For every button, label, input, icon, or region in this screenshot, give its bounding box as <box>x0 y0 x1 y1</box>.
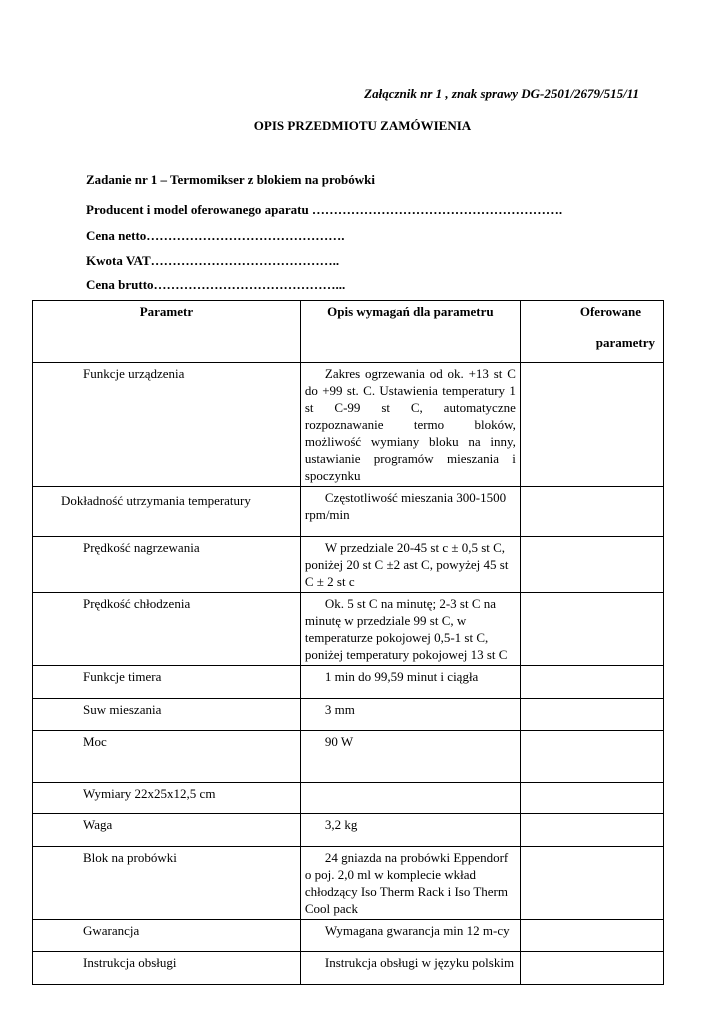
row-param-text: Dokładność utrzymania temperatury <box>61 493 251 508</box>
row-param: Moc <box>33 731 301 783</box>
header-offered-line2: parametry <box>595 335 655 350</box>
row-desc <box>300 847 520 920</box>
row-desc-text: Instrukcja obsługi w języku polskim <box>324 955 515 970</box>
table-row <box>33 731 664 783</box>
annex-reference: Załącznik nr 1 , znak sprawy DG-2501/2679/515/11 <box>364 86 639 101</box>
producer-field: Producent i model oferowanego aparatu …………………………………………………. <box>86 202 563 217</box>
row-offered <box>520 847 663 920</box>
table-row <box>33 537 664 593</box>
document-title: OPIS PRZEDMIOTU ZAMÓWIENIA <box>253 118 472 133</box>
row-desc-text: 1 min do 99,59 minut i ciągła <box>324 669 479 684</box>
row-desc <box>300 487 520 537</box>
row-desc-text: Częstotliwość mieszania 300-1500 rpm/min <box>304 490 507 522</box>
row-param: Funkcje timera <box>33 666 301 699</box>
header-param: Parametr <box>33 301 301 363</box>
row-param <box>33 487 301 537</box>
row-param: Prędkość chłodzenia <box>33 593 301 666</box>
row-param: Instrukcja obsługi <box>33 952 301 985</box>
table-row <box>33 666 664 699</box>
row-offered <box>520 537 663 593</box>
row-desc <box>300 952 520 985</box>
row-desc <box>300 699 520 731</box>
row-param: Prędkość nagrzewania <box>33 537 301 593</box>
row-param: Blok na probówki <box>33 847 301 920</box>
row-offered <box>520 487 663 537</box>
row-offered <box>520 952 663 985</box>
header-offered <box>520 301 663 363</box>
row-offered <box>520 731 663 783</box>
row-desc <box>300 783 520 814</box>
table-row <box>33 699 664 731</box>
header-offered-line1: Oferowane <box>579 304 641 319</box>
row-offered <box>520 363 663 487</box>
row-param: Wymiary 22x25x12,5 cm <box>33 783 301 814</box>
task-heading: Zadanie nr 1 – Termomikser z blokiem na probówki <box>86 172 375 187</box>
table-row <box>33 487 664 537</box>
row-param: Gwarancja <box>33 920 301 952</box>
row-desc-text: W przedziale 20-45 st c ± 0,5 st C, poniżej 20 st C ±2 ast C, powyżej 45 st C ± 2 st c <box>304 540 509 589</box>
table-row <box>33 847 664 920</box>
row-offered <box>520 920 663 952</box>
row-desc-text: 24 gniazda na probówki Eppendorf o poj. 2,0 ml w komplecie wkład chłodzący Iso Therm Rack i Iso Therm Cool pack <box>304 850 509 916</box>
row-desc <box>300 593 520 666</box>
row-desc-text: 3 mm <box>324 702 355 717</box>
row-desc-text: Wymagana gwarancja min 12 m-cy <box>324 923 510 938</box>
row-offered <box>520 666 663 699</box>
row-desc <box>300 731 520 783</box>
net-price-field: Cena netto………………………………………. <box>86 228 345 243</box>
table-header-row <box>33 301 664 363</box>
specification-table <box>32 300 664 985</box>
table-row <box>33 363 664 487</box>
row-desc-text: 90 W <box>324 734 354 749</box>
row-offered <box>520 814 663 847</box>
table-row <box>33 593 664 666</box>
vat-field: Kwota VAT…………………………………….. <box>86 253 340 268</box>
row-param: Waga <box>33 814 301 847</box>
row-desc-text: Ok. 5 st C na minutę; 2-3 st C na minutę w przedziale 99 st C, w temperaturze pokojowej 0,5-1 st C, poniżej temperatury pokojowej 13 st C <box>304 596 508 662</box>
row-desc-text: 3,2 kg <box>324 817 358 832</box>
row-desc-text: Zakres ogrzewania od ok. +13 st C do +99 st. C. Ustawienia temperatury 1 st C-99 st C, automatyczne rozpoznawanie termo bloków, możliwość wymiany bloku na inny, ustawianie programów mieszania i spoczynku <box>304 366 516 483</box>
row-desc <box>300 666 520 699</box>
row-desc <box>300 920 520 952</box>
header-desc: Opis wymagań dla parametru <box>300 301 520 363</box>
gross-price-field: Cena brutto……………………………………... <box>86 277 346 292</box>
row-offered <box>520 699 663 731</box>
row-param: Suw mieszania <box>33 699 301 731</box>
table-row <box>33 783 664 814</box>
table-row <box>33 814 664 847</box>
row-offered <box>520 783 663 814</box>
row-desc <box>300 537 520 593</box>
row-desc <box>300 363 520 487</box>
row-desc <box>300 814 520 847</box>
row-offered <box>520 593 663 666</box>
row-param: Funkcje urządzenia <box>33 363 301 487</box>
table-row <box>33 952 664 985</box>
table-row <box>33 920 664 952</box>
